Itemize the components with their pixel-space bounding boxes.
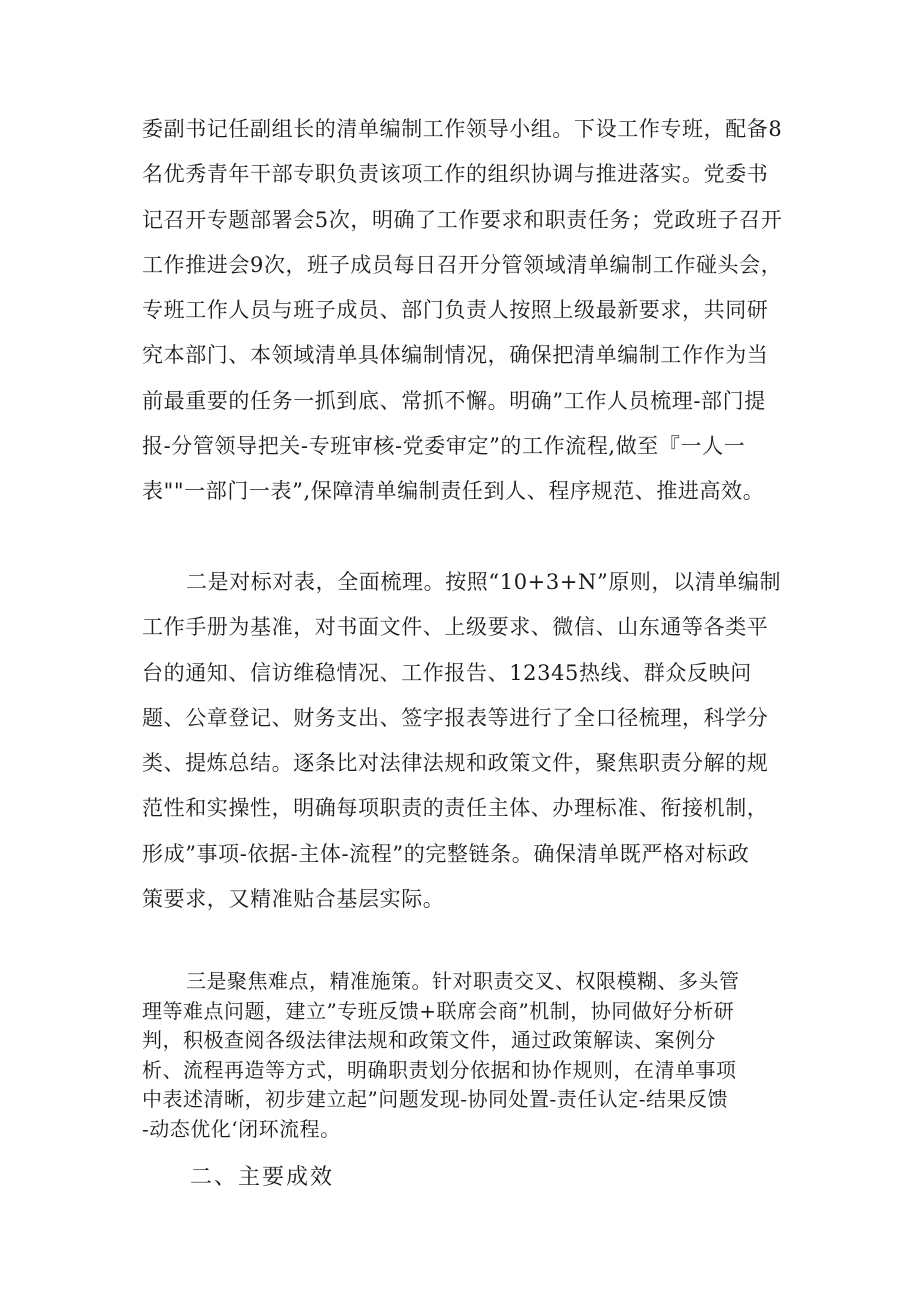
paragraph-line: 台的通知、信访维稳情况、工作报告、12345热线、群众反映问 xyxy=(142,660,752,685)
paragraph-line: 题、公章登记、财务支出、签字报表等进行了全口径梳理，科学分 xyxy=(142,705,769,730)
paragraph-line: 中表述清晰，初步建立起”问题发现-协同处置-责任认定-结果反馈 xyxy=(142,1087,728,1111)
paragraph-line: 名优秀青年干部专职负责该项工作的组织协调与推进落实。党委书 xyxy=(142,162,769,187)
paragraph-line: 形成”事项-依据-主体-流程”的完整链条。确保清单既严格对标政 xyxy=(142,841,750,866)
paragraph-line: -动态优化‘闭环流程。 xyxy=(142,1116,341,1141)
paragraph-line: 表""一部门一表”,保障清单编制责任到人、程序规范、推进高效。 xyxy=(142,479,765,504)
paragraph-2 xyxy=(142,560,782,922)
paragraph-line: 记召开专题部署会5次，明确了工作要求和职责任务；党政班子召开 xyxy=(142,207,783,232)
paragraph-line: 范性和实操性，明确每项职责的责任主体、办理标准、衔接机制， xyxy=(142,796,769,821)
paragraph-line: 理等难点问题，建立”专班反馈+联席会商”机制，协同做好分析研 xyxy=(142,998,735,1023)
paragraph-1 xyxy=(142,107,782,515)
paragraph-line: 委副书记任副组长的清单编制工作领导小组。下设工作专班，配备8 xyxy=(142,117,783,141)
paragraph-line: 工作手册为基准，对书面文件、上级要求、微信、山东通等各类平 xyxy=(142,615,769,640)
paragraph-line: 前最重要的任务一抓到底、常抓不懈。明确”工作人员梳理-部门提 xyxy=(142,388,766,413)
paragraph-line: 策要求，又精准贴合基层实际。 xyxy=(142,887,445,912)
paragraph-line: 报-分管领导把关-专班审核-党委审定”的工作流程,做至『一人一 xyxy=(142,434,746,459)
paragraph-line: 专班工作人员与班子成员、部门负责人按照上级最新要求，共同研 xyxy=(142,298,769,323)
paragraph-line: 析、流程再造等方式，明确职责划分依据和协作规则，在清单事项 xyxy=(142,1057,737,1082)
paragraph-line: 工作推进会9次，班子成员每日召开分管领域清单编制工作碰头会， xyxy=(142,252,783,277)
section-heading: 二、主要成效 xyxy=(190,1165,335,1190)
paragraph-3 xyxy=(142,967,782,1144)
paragraph-line: 究本部门、本领域清单具体编制情况，确保把清单编制工作作为当 xyxy=(142,343,769,368)
paragraph-line: 类、提炼总结。逐条比对法律法规和政策文件，聚焦职责分解的规 xyxy=(142,751,769,776)
paragraph-line: 判，积极查阅各级法律法规和政策文件，通过政策解读、案例分 xyxy=(142,1028,716,1052)
paragraph-line: 三是聚焦难点，精准施策。针对职责交叉、权限模糊、多头管 xyxy=(186,969,740,993)
paragraph-line: 二是对标对表，全面梳理。按照“10+3+N”原则，以清单编制 xyxy=(186,570,782,594)
